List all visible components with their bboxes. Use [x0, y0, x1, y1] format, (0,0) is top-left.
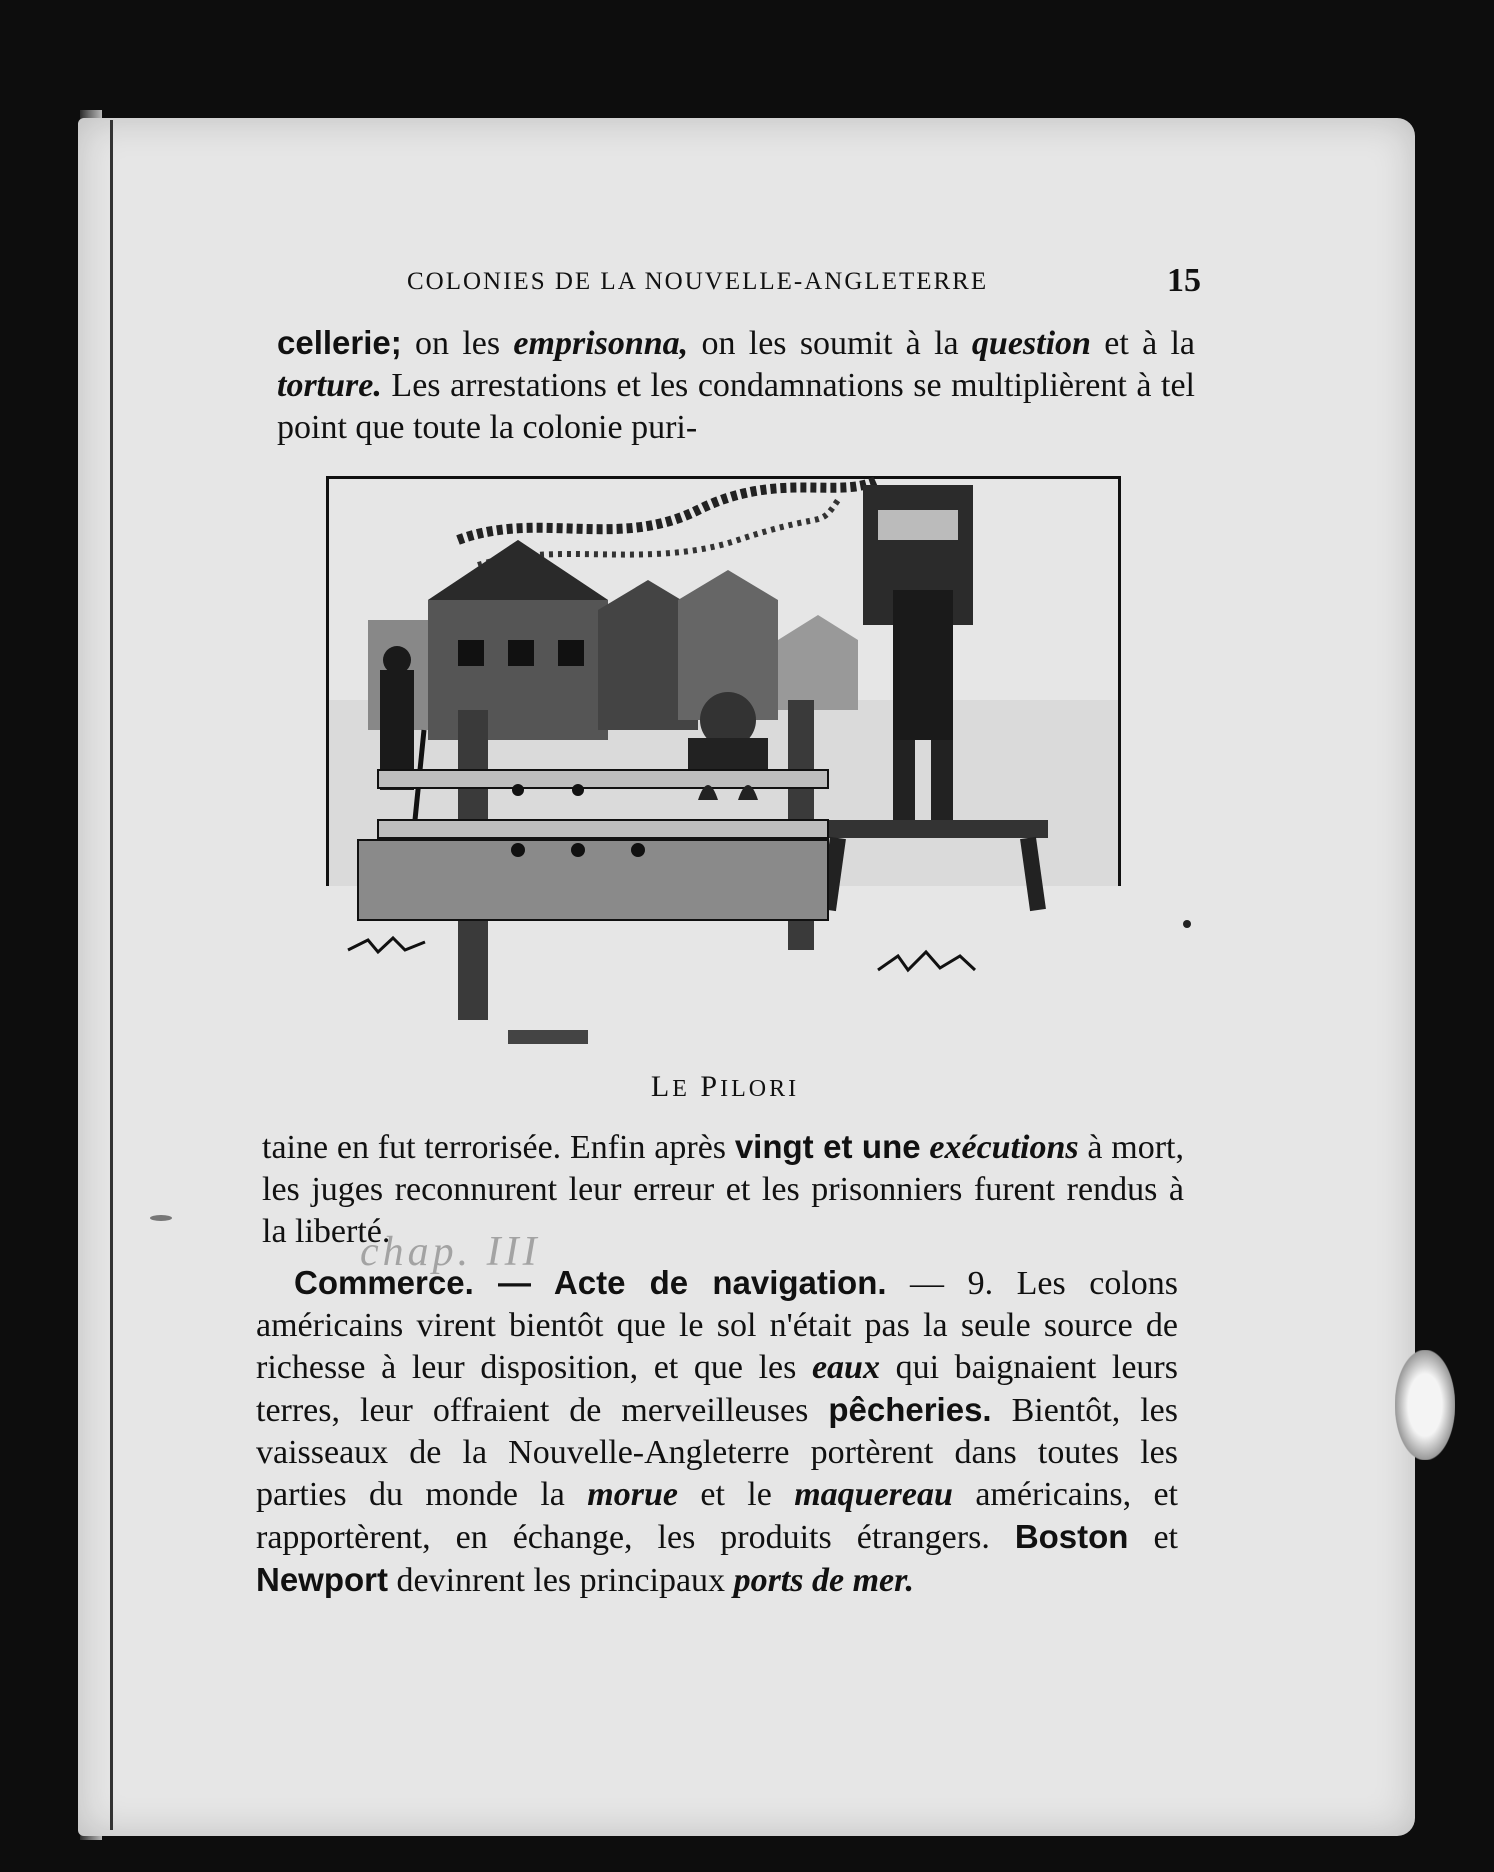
figure-caption — [500, 1070, 950, 1104]
italic-term: exécutions — [929, 1129, 1079, 1166]
text-run: on les — [401, 325, 514, 362]
text-run: Bientôt, les vaisseaux de la Nouvelle-Angleterre portèrent dans toutes les parties du monde la — [256, 1392, 1178, 1513]
section-heading: Commerce. — Acte de navigation. — [294, 1264, 887, 1301]
text-run: et le — [677, 1476, 795, 1513]
caption-letter: P — [700, 1070, 721, 1103]
text-run: devinrent les principaux — [388, 1562, 734, 1599]
running-title: COLONIES DE LA NOUVELLE-ANGLETERRE — [407, 268, 989, 295]
bold-term: Boston — [1014, 1518, 1129, 1555]
bold-term: Newport — [256, 1561, 388, 1598]
text-run: Les arrestations et les condamnations se multiplièrent à tel point que toute la colonie puri- — [277, 367, 1195, 446]
gutter-line — [110, 120, 113, 1830]
page-damage — [1395, 1350, 1455, 1460]
text-run: qui baignaient leurs terres, leur offraient de merveilleuses — [256, 1349, 1178, 1429]
text-run: américains, et rapportèrent, en échange, les produits étrangers. — [256, 1476, 1179, 1556]
ink-smudge — [150, 1215, 172, 1221]
italic-term: torture. — [277, 367, 382, 404]
caption-letter: E — [672, 1076, 690, 1102]
caption-letter: ILORI — [720, 1076, 800, 1102]
bold-term: cellerie; — [277, 324, 402, 361]
italic-term: emprisonna, — [513, 325, 689, 362]
page-number: 15 — [1167, 262, 1201, 299]
running-header — [407, 262, 1207, 302]
text-run: et à la — [1090, 325, 1195, 362]
paragraph-commerce — [256, 1262, 1178, 1602]
italic-term: morue — [587, 1476, 678, 1513]
bold-term: vingt et une — [734, 1128, 921, 1165]
italic-term: eaux — [811, 1349, 880, 1386]
italic-term: ports de mer. — [733, 1562, 914, 1599]
bold-term: pêcheries. — [828, 1391, 992, 1428]
italic-term: maquereau — [794, 1476, 953, 1513]
handwritten-annotation: chap. III — [360, 1229, 541, 1275]
italic-term: question — [971, 325, 1091, 362]
pillory-illustration — [318, 470, 1128, 1060]
text-run: à mort, les juges reconnurent leur erreur et les prisonniers furent rendus à la liberté. — [262, 1129, 1184, 1250]
text-run: on les soumit à la — [688, 325, 972, 362]
text-run: — 9. Les colons américains virent bientôt que le sol n'était pas la seule source de richesse à leur disposition, et que les — [256, 1265, 1178, 1386]
paragraph-continued — [277, 322, 1195, 449]
caption-letter: L — [650, 1070, 673, 1103]
text-run: taine en fut terrorisée. Enfin après — [262, 1129, 735, 1166]
ink-dot — [1183, 920, 1191, 928]
text-run: et — [1128, 1519, 1178, 1556]
